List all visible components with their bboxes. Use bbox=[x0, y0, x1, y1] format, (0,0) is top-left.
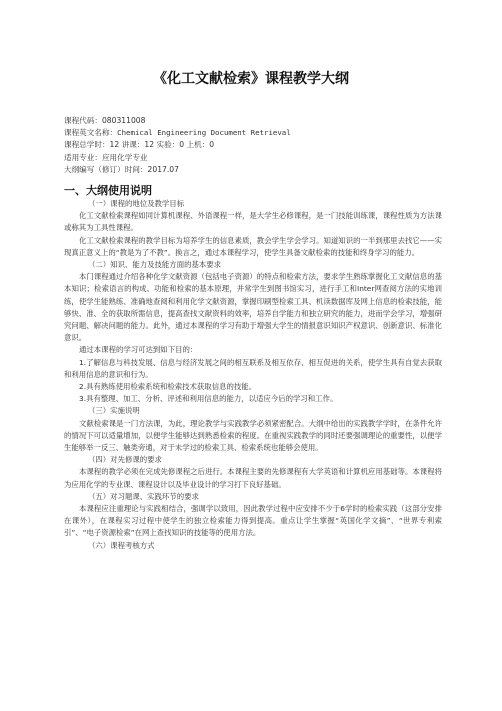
section-body bbox=[64, 198, 442, 552]
course-meta bbox=[64, 115, 444, 176]
list-item: 3.具有整理、加工、分析、评述和利用信息的能力，以适应今后的学习和工作。 bbox=[79, 394, 338, 404]
course-english-name-value: Chemical Engineering Document Retrieval bbox=[117, 128, 291, 138]
course-code: 课程代码：080311008 bbox=[64, 116, 146, 125]
subheading: （三）实施说明 bbox=[88, 406, 140, 416]
document-title: 《化工文献检索》课程教学大纲 bbox=[153, 71, 349, 87]
paragraph: 本门课程通过介绍各种化学文献资源（包括电子资源）的特点和检索方法，要求学生熟练掌握化工文献信息的基本知识；检索语言的构成、功能和检索的基本原理，并常学生到图书馆实习，进行手工和Inter网查阅方法的实地训练，使学生能熟练、准确地查阅和利用化学文献资源，掌握印刷型检索工具、机读数据库及网上信息的检索技能，能够快、准、全的获取所需信息，提高查找文献资料的效率，培养自学能力和独立研究的能力，进而学会学习，增强研究问题、解决问题的能力。此外，通过本课程的学习有助于增强大学生的情报意识知识产权意识、创新意识、标准化意识。 bbox=[64, 272, 442, 343]
course-hours: 课程总学时：12 讲课：12 实验：0 上机：0 bbox=[64, 140, 215, 150]
course-major: 适用专业：应用化学专业 bbox=[64, 152, 148, 162]
paragraph: 文献检索课是一门方法课，为此，理论教学与实践教学必须紧密配合。大纲中给出的实践教学学时，在条件允许的情况下可以适量增加，以便学生能够达到熟悉检索的程度。在重视实践教学的同时还要强调理论的重要性，以便学生能够举一反三、触类旁通，对于未学过的检索工具、检索系统也能够会使用。 bbox=[64, 418, 442, 453]
subheading: （一）课程的地位及教学目标 bbox=[88, 199, 185, 208]
course-english-name-label: 课程英文名称： bbox=[64, 128, 118, 138]
paragraph: 本课程应注重理论与实践相结合，强调学以致用，因此教学过程中应安排不少于6学时的检索实践（这部分安排在课外），在课程实习过程中使学生的独立检索能力得到提高。重点让学生掌握“英国化学文摘”、“世界专利索引”、“电子资源检索”在网上查找知识的技能等的使用方法。 bbox=[64, 504, 442, 538]
subheading: （四）对先修课的要求 bbox=[88, 455, 162, 465]
list-item: 1.了解信息与科技发展、信息与经济发展之间的相互联系及相互依存、相互促进的关系，使学生具有自觉去获取和利用信息的意识和行为。 bbox=[64, 357, 442, 379]
paragraph: 化工文献检索课程如同计算机课程、外语课程一样，是大学生必修课程，是一门技能训练课，课程性质为方法课或称其为工具性课程。 bbox=[64, 211, 442, 233]
course-english-name bbox=[64, 127, 444, 139]
subheading: （五）对习题课、实践环节的要求 bbox=[88, 491, 199, 501]
subheading: （二）知识、能力及技能方面的基本要求 bbox=[88, 260, 222, 270]
section-heading: 一、大纲使用说明 bbox=[64, 184, 152, 197]
syllabus-date: 大纲编写（修订）时间：2017.07 bbox=[64, 164, 179, 174]
subheading: （六）课程考核方式 bbox=[88, 540, 155, 550]
paragraph: 化工文献检索课程的教学目标为培养学生的信息素质，教会学生学会学习。知道知识的一半到那里去找它——实现真正意义上的“教是为了不教”。换言之，通过本课程学习，使学生具备文献检索的技能和终身学习的能力。 bbox=[64, 235, 442, 257]
list-item: 2.具有熟练使用检索系统和检索技术获取信息的技能。 bbox=[79, 382, 257, 392]
paragraph: 本课程的教学必须在完成先修课程之后进行。本课程主要的先修课程有大学英语和计算机应用基础等。本课程将为应用化学的专业课、课程设计以及毕业设计的学习打下良好基础。 bbox=[64, 467, 442, 489]
paragraph: 通过本课程的学习可达到如下目的： bbox=[79, 345, 198, 355]
